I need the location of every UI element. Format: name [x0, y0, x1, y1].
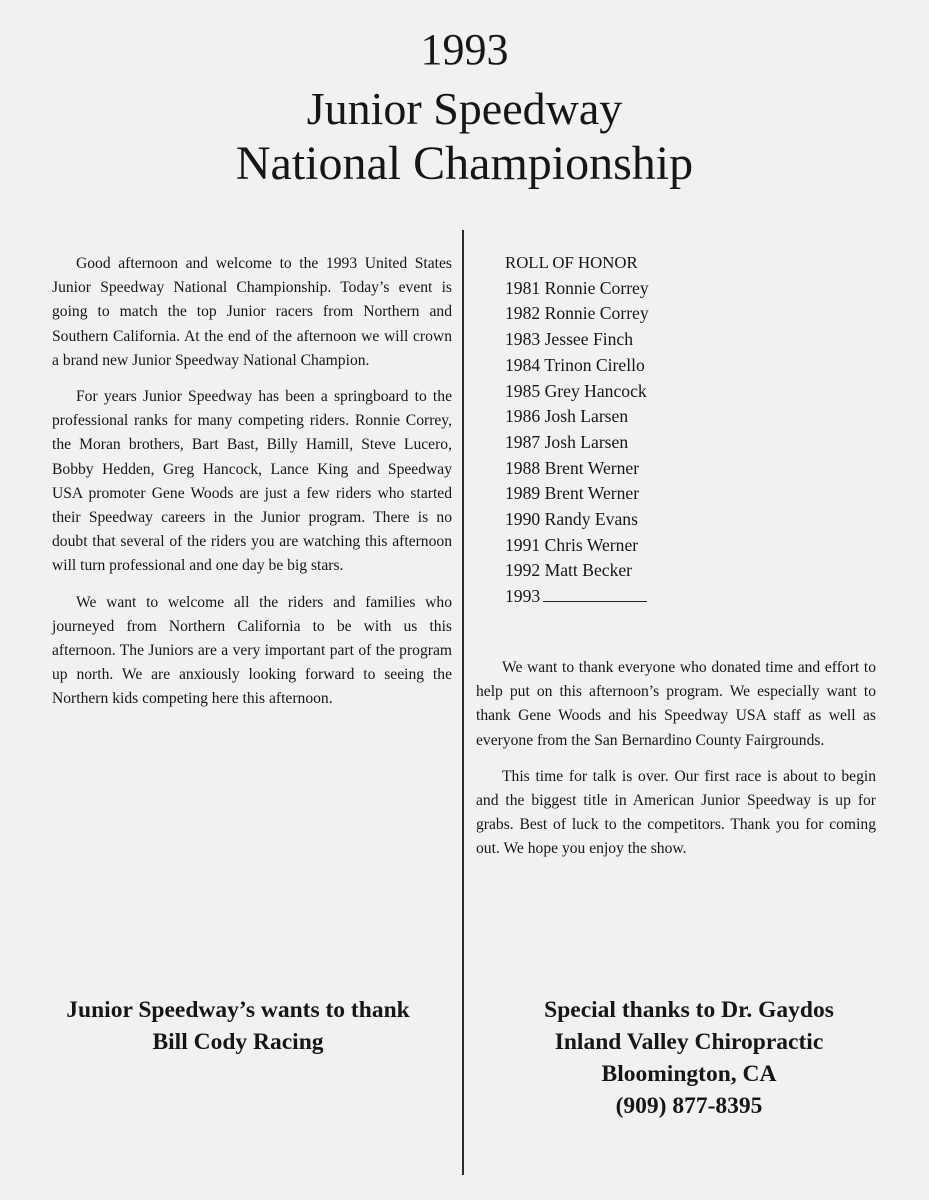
sponsor-thanks-left [30, 994, 446, 1058]
roll-of-honor [505, 250, 805, 610]
roll-entry: 1981 Ronnie Correy [505, 277, 649, 298]
column-divider [462, 230, 464, 1175]
roll-entry: 1991 Chris Werner [505, 534, 639, 555]
thanks-paragraph-2: This time for talk is over. Our first race is about to begin and the biggest title in American Junior Speedway is up for grabs. Best of luck to the competitors. Thank you for coming out. We hope you enjoy the show. [476, 767, 876, 858]
sponsor-left-line-1: Junior Speedway’s wants to thank [66, 997, 410, 1023]
roll-entry: 1987 Josh Larsen [505, 431, 629, 452]
roll-entry: 1985 Grey Hancock [505, 380, 647, 401]
roll-entry: 1984 Trinon Cirello [505, 354, 645, 375]
sponsor-right-line-2: Inland Valley Chiropractic [554, 1029, 824, 1055]
roll-entry: 1986 Josh Larsen [505, 406, 629, 427]
roll-entry-current [505, 584, 805, 610]
roll-entry: 1992 Matt Becker [505, 560, 633, 581]
welcome-paragraph-2: For years Junior Speedway has been a springboard to the professional ranks for many competing riders. Ronnie Correy, the Moran brothers, Bart Bast, Billy Hamill, Steve Lucero, Bobby Hedden, Greg Hancock, Lance King and Speedway USA promoter Gene Woods are just a few riders who started their Speedway careers in the Junior program. There is no doubt that several of the riders you are watching this afternoon will turn professional and one day be big stars. [52, 388, 452, 575]
roll-entry: 1982 Ronnie Correy [505, 303, 649, 324]
current-year: 1993 [505, 586, 541, 607]
welcome-text [52, 252, 452, 724]
welcome-paragraph-1: Good afternoon and welcome to the 1993 United States Junior Speedway National Championship. Today’s event is going to match the top Junior racers from Northern and Southern California. At the end of the afternoon we will crown a brand new Junior Speedway National Champion. [52, 255, 452, 369]
sponsor-left-line-2: Bill Cody Racing [152, 1029, 324, 1055]
roll-entry: 1990 Randy Evans [505, 509, 638, 530]
roll-of-honor-heading: ROLL OF HONOR [505, 253, 638, 272]
sponsor-thanks-right [495, 994, 883, 1122]
roll-entry: 1983 Jessee Finch [505, 329, 634, 350]
title-line-1: Junior Speedway [306, 83, 623, 134]
welcome-paragraph-3: We want to welcome all the riders and families who journeyed from Northern California to be with us this afternoon. The Juniors are a very important part of the program up north. We are anxiously looking forward to seeing the Northern kids competing here this afternoon. [52, 593, 452, 708]
roll-entry: 1989 Brent Werner [505, 483, 640, 504]
sponsor-right-line-1: Special thanks to Dr. Gaydos [544, 997, 834, 1023]
sponsor-right-line-3: Bloomington, CA [601, 1061, 777, 1087]
sponsor-right-line-4: (909) 877-8395 [615, 1093, 763, 1119]
title-line-2: National Championship [235, 137, 694, 190]
roll-entry: 1988 Brent Werner [505, 457, 640, 478]
thanks-paragraph-1: We want to thank everyone who donated time and effort to help put on this afternoon’s program. We especially want to thank Gene Woods and his Speedway USA staff as well as everyone from the San Bernardino County Fairgrounds. [476, 659, 876, 749]
winner-blank-line [543, 585, 647, 602]
thanks-text [476, 656, 876, 874]
title-year: 1993 [420, 25, 509, 74]
